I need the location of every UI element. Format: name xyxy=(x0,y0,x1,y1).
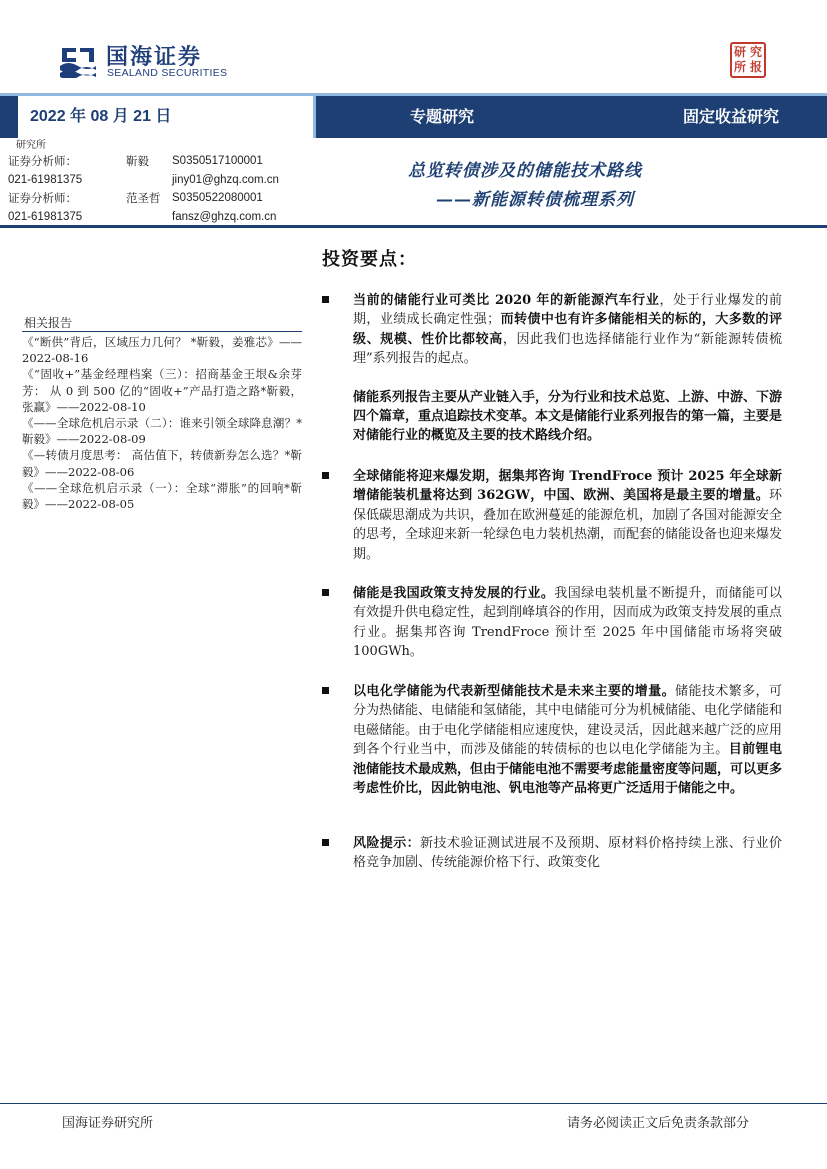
body-text: 新技术验证测试进展不及预期、原材料价格持续上涨、行业价格竞争加剧、传统能源价格下行、政策变化 xyxy=(353,836,782,871)
bold-text: 全球储能将迎来爆发期，据集邦咨询 TrendFroce 预计 2025 年全球新增储能装机量将达到 362GW，中国、欧洲、美国将是最主要的增量。 xyxy=(353,469,782,504)
footer-institute: 国海证券研究所 xyxy=(62,1116,154,1131)
analyst-cert: S0350522080001 xyxy=(172,192,263,204)
highlight-bullet xyxy=(322,834,782,873)
analyst-phone: 021-61981375 xyxy=(8,173,83,186)
related-report-item[interactable]: 《——全球危机启示录（一）：全球“滞胀”的回响*靳毅》——2022-08-05 xyxy=(22,480,302,512)
bold-text: 而转债中也有许多储能相关的标的，大多数的评级、规模、性价比都较高 xyxy=(353,312,782,347)
body-text: 储能技术繁多，可分为热储能、电储能和氢储能，其中电储能可分为机械储能、电化学储能和电磁储能。由于电化学储能相应速度快，建设灵活，因此越来越广泛的应用到各个行业当中，而涉及储能的转债标的也以电化学储能为主。 xyxy=(353,684,783,758)
body-text: ，处于行业爆发的前期，业绩成长确定性强； xyxy=(353,293,782,328)
header-band xyxy=(0,93,827,138)
report-title: 总览转债涉及的储能技术路线 xyxy=(408,161,642,181)
highlight-bullet xyxy=(322,291,782,446)
footer-disclaimer: 请务必阅读正文后免责条款部分 xyxy=(567,1116,750,1131)
header-divider xyxy=(0,225,827,228)
bullet-square-icon xyxy=(322,839,329,846)
report-subtitle: ——新能源转债梳理系列 xyxy=(436,190,634,210)
seal-char: 究 xyxy=(749,45,762,59)
bullet-square-icon xyxy=(322,589,329,596)
bold-text: 以电化学储能为代表新型储能技术是未来主要的增量。 xyxy=(353,684,676,699)
seal-char: 所 xyxy=(733,60,746,74)
seal-char: 报 xyxy=(749,60,762,74)
analyst-name: 靳毅 xyxy=(126,154,149,168)
bold-text: 当前的储能行业可类比 2020 年的新能源汽车行业 xyxy=(353,293,660,308)
report-date: 2022 年 08 月 21 日 xyxy=(18,96,316,138)
bold-text: 目前锂电池储能技术最成熟，但由于储能电池不需要考虑能量密度等问题，可以更多考虑性价比，因此钠电池、钒电池等产品将更广泛适用于储能之中。 xyxy=(353,742,783,797)
related-report-item[interactable]: 《“固收+”基金经理档案（三）：招商基金王垠&余芽芳： 从 0 到 500 亿的“固收+”产品打造之路*靳毅，张赢》——2022-08-10 xyxy=(22,367,302,414)
related-reports-divider xyxy=(22,331,302,332)
brand-name-en: SEALAND SECURITIES xyxy=(107,67,228,79)
highlight-paragraph xyxy=(353,682,782,798)
highlight-paragraph xyxy=(353,291,782,369)
related-report-item[interactable]: 《——全球危机启示录（二）：谁来引领全球降息潮？*靳毅》——2022-08-09 xyxy=(22,416,302,447)
analyst-info xyxy=(8,139,298,226)
analyst-row xyxy=(8,208,298,227)
analyst-email[interactable]: jiny01@ghzq.com.cn xyxy=(172,173,279,186)
related-report-item[interactable]: 《“断供”背后，区域压力几何？ *靳毅，姜雅芯》——2022-08-16 xyxy=(22,335,302,366)
bullet-square-icon xyxy=(322,472,329,479)
highlight-paragraph xyxy=(353,584,782,662)
footer-divider xyxy=(0,1103,827,1104)
highlight-paragraph xyxy=(353,834,782,873)
analyst-email[interactable]: fansz@ghzq.com.cn xyxy=(172,210,277,223)
bold-text: 储能是我国政策支持发展的行业。 xyxy=(353,586,555,601)
highlight-bullet xyxy=(322,584,782,662)
investment-highlights-heading: 投资要点： xyxy=(322,249,417,270)
related-reports-heading: 相关报告 xyxy=(24,316,73,330)
analyst-phone: 021-61981375 xyxy=(8,210,83,223)
highlight-bullet xyxy=(322,682,782,798)
bullet-square-icon xyxy=(322,687,329,694)
analyst-role: 证券分析师： xyxy=(8,154,77,168)
brand-name-cn: 国海证券 xyxy=(106,45,203,70)
analyst-name: 范圣哲 xyxy=(126,191,161,205)
highlight-paragraph xyxy=(353,388,782,446)
analyst-row xyxy=(8,171,298,190)
bold-text: 储能系列报告主要从产业链入手，分为行业和技术总览、上游、中游、下游四个篇章，重点追踪技术变革。本文是储能行业系列报告的第一篇，主要是对储能行业的概览及主要的技术路线介绍。 xyxy=(353,389,783,444)
highlight-bullet xyxy=(322,467,782,564)
analyst-name xyxy=(126,171,172,190)
analyst-cert: S0350517100001 xyxy=(172,155,263,167)
analyst-row xyxy=(8,189,298,208)
research-seal-icon xyxy=(730,42,766,78)
sealand-logo-icon xyxy=(58,42,98,78)
bold-text: 风险提示： xyxy=(353,836,421,851)
report-type: 专题研究 xyxy=(410,107,475,126)
related-reports-list xyxy=(22,334,302,512)
body-text: 我国绿电装机量不断提升，而储能可以有效提升供电稳定性，起到削峰填谷的作用，因而成为政策支持发展的重点行业。据集邦咨询 TrendFroce 预计至 2025 年中国储能市场将突破 100GWh。 xyxy=(353,586,783,660)
body-text: 环保低碳思潮成为共识，叠加在欧洲蔓延的能源危机，加剧了各国对能源安全的思考，全球迎来新一轮绿色电力装机热潮，而配套的储能设备也迎来爆发期。 xyxy=(353,488,783,562)
related-report-item[interactable]: 《—转债月度思考： 高估值下，转债新券怎么选？*靳毅》——2022-08-06 xyxy=(22,448,302,479)
bullet-square-icon xyxy=(322,296,329,303)
analyst-name xyxy=(126,208,172,227)
report-sector: 固定收益研究 xyxy=(683,107,780,126)
body-text: ，因此我们也选择储能行业作为“新能源转债梳理”系列报告的起点。 xyxy=(353,331,782,367)
highlight-paragraph xyxy=(353,467,782,564)
institute-label: 研究所 xyxy=(16,140,46,151)
analyst-row xyxy=(8,152,298,171)
seal-char: 研 xyxy=(733,45,746,59)
analyst-role: 证券分析师： xyxy=(8,191,77,205)
